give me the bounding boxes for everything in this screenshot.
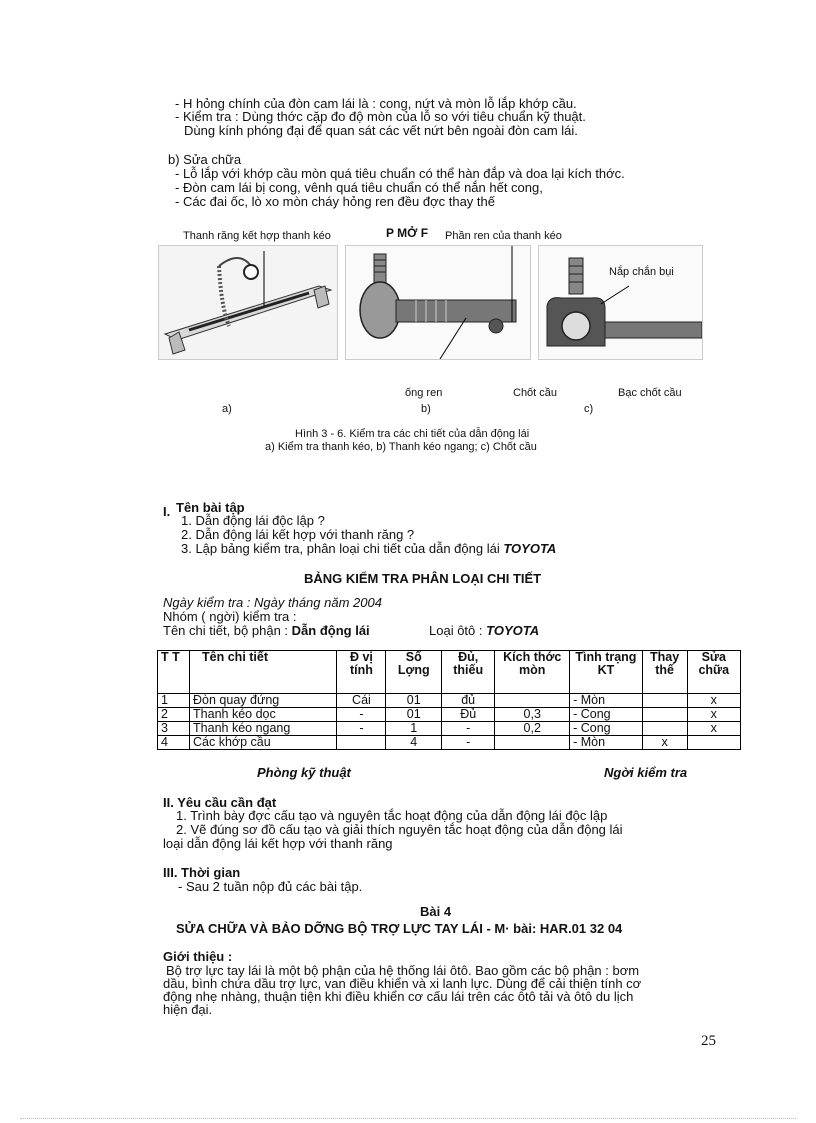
form-car-value: TOYOTA bbox=[486, 623, 540, 638]
exercise-item-text: 3. Lập bảng kiểm tra, phân loại chi tiết của dẫn động lái bbox=[181, 541, 500, 556]
fig-label-thread: Phần ren của thanh kéo bbox=[445, 230, 562, 242]
header-qty: Số Lợng bbox=[386, 651, 442, 694]
fault-line: - H hỏng chính của đòn cam lái là : cong, nứt và mòn lỗ lắp khớp cầu. bbox=[175, 96, 577, 111]
page-number: 25 bbox=[701, 1033, 716, 1049]
intro-heading: Giới thiệu : bbox=[163, 949, 233, 964]
lesson-code: - M· bài: HAR.01 32 04 bbox=[486, 921, 623, 936]
figure-b-image bbox=[345, 245, 531, 360]
header-unit: Đ vị tính bbox=[337, 651, 386, 694]
cell: đủ bbox=[442, 694, 495, 708]
fig-label-bush: Bạc chốt cầu bbox=[618, 387, 682, 399]
cell bbox=[642, 694, 687, 708]
cell: - Mòn bbox=[570, 736, 643, 750]
requirements-line: 1. Trình bày đợc cấu tạo và nguyên tắc hoạt động của dẫn động lái độc lập bbox=[176, 808, 608, 823]
table-row bbox=[158, 694, 741, 708]
form-date: Ngày kiểm tra : Ngày tháng năm 2004 bbox=[163, 595, 382, 610]
header-condition: Tình trạng KT bbox=[570, 651, 643, 694]
cell: 01 bbox=[386, 694, 442, 708]
intro-line: hiện đại. bbox=[163, 1002, 213, 1017]
cell: - Mòn bbox=[570, 694, 643, 708]
table-title: BẢNG KIỂM TRA PHÂN LOẠI CHI TIẾT bbox=[304, 571, 542, 586]
fig-label-overlay: P MỞ F bbox=[386, 226, 429, 240]
exercise-item: 2. Dẫn động lái kết hợp với thanh răng ? bbox=[181, 527, 415, 542]
requirements-heading: II. Yêu cầu cần đạt bbox=[163, 795, 277, 810]
lesson-number: Bài 4 bbox=[420, 904, 452, 919]
time-heading: III. Thời gian bbox=[163, 865, 241, 880]
cell: Thanh kéo dọc bbox=[190, 708, 337, 722]
table-row bbox=[158, 708, 741, 722]
header-repair: Sửa chữa bbox=[687, 651, 740, 694]
table-row bbox=[158, 736, 741, 750]
fig-label-rack: Thanh răng kết hợp thanh kéo bbox=[183, 230, 331, 242]
lesson-title: SỬA CHỮA VÀ BẢO DỠNG BỘ TRỢ LỰC TAY LÁI bbox=[176, 921, 483, 936]
exercise-heading-prefix: I. bbox=[163, 504, 171, 519]
cell: - bbox=[442, 722, 495, 736]
repair-item: - Lỗ lắp với khớp cầu mòn quá tiêu chuẩn có thể hàn đắp và doa lại kích thớc. bbox=[175, 166, 625, 181]
fig-sublabel-c: c) bbox=[584, 403, 594, 415]
cell: - bbox=[337, 722, 386, 736]
cell bbox=[642, 722, 687, 736]
intro-line: Bộ trợ lực tay lái là một bộ phận của hệ thống lái ôtô. Bao gồm các bộ phận : bơm bbox=[166, 963, 640, 978]
cell: x bbox=[642, 736, 687, 750]
fig-label-pin: Chốt cầu bbox=[513, 387, 558, 399]
cell: 1 bbox=[158, 694, 190, 708]
exercise-heading: Tên bài tập bbox=[176, 500, 245, 515]
cell: 4 bbox=[158, 736, 190, 750]
figure-c-image bbox=[538, 245, 703, 360]
table-row bbox=[158, 722, 741, 736]
cell bbox=[687, 736, 740, 750]
form-part-label: Tên chi tiết, bộ phận : bbox=[163, 623, 289, 638]
fig-sublabel-b: b) bbox=[421, 403, 431, 415]
cell: 0,2 bbox=[495, 722, 570, 736]
cell: x bbox=[687, 708, 740, 722]
fig-label-tube: ống ren bbox=[405, 387, 443, 399]
cell: Các khớp cầu bbox=[190, 736, 337, 750]
figure-caption: Hình 3 - 6. Kiểm tra các chi tiết của dẫn động lái bbox=[295, 428, 530, 440]
tie-rod-gauge-illustration bbox=[159, 246, 337, 359]
form-car-label: Loại ôtô : bbox=[429, 623, 483, 638]
inspection-line: - Kiểm tra : Dùng thớc cặp đo độ mòn của lỗ so với tiêu chuẩn kỹ thuật. bbox=[175, 109, 586, 124]
lesson-title-line bbox=[176, 922, 622, 936]
signature-left: Phòng kỹ thuật bbox=[257, 765, 351, 780]
repair-heading: b) Sửa chữa bbox=[168, 152, 242, 167]
cell: x bbox=[687, 722, 740, 736]
cell bbox=[642, 708, 687, 722]
exercise-brand: TOYOTA bbox=[503, 541, 557, 556]
cell: 2 bbox=[158, 708, 190, 722]
cell: 0,3 bbox=[495, 708, 570, 722]
form-part-line bbox=[163, 624, 370, 638]
requirements-line: loại dẫn động lái kết hợp với thanh răng bbox=[163, 836, 393, 851]
exercise-item: 1. Dẫn động lái độc lập ? bbox=[181, 513, 325, 528]
cell: - Cong bbox=[570, 722, 643, 736]
requirements-line: 2. Vẽ đúng sơ đồ cấu tạo và giải thích nguyên tắc hoạt động của dẫn động lái bbox=[176, 822, 623, 837]
table-header-row bbox=[158, 651, 741, 694]
tie-rod-end-illustration bbox=[346, 246, 530, 359]
cell: 01 bbox=[386, 708, 442, 722]
fig-label-cover: Nắp chắn bụi bbox=[609, 266, 674, 278]
cell bbox=[337, 736, 386, 750]
cell: - bbox=[442, 736, 495, 750]
header-tt: T T bbox=[158, 651, 190, 694]
time-line: - Sau 2 tuần nộp đủ các bài tập. bbox=[178, 879, 363, 894]
header-replace: Thay thế bbox=[642, 651, 687, 694]
ball-joint-illustration bbox=[539, 246, 702, 359]
cell: 3 bbox=[158, 722, 190, 736]
inspection-table bbox=[157, 650, 741, 750]
cell: Cái bbox=[337, 694, 386, 708]
intro-line: dầu, bình chứa dầu trợ lực, van điều khiển và xi lanh lực. Dùng để cải thiện tính cơ bbox=[163, 976, 642, 991]
intro-line: động nhẹ nhàng, thuận tiện khi điều khiển cơ cấu lái trên các ôtô tải và ôtô du lịch bbox=[163, 989, 634, 1004]
figure-caption-sub: a) Kiểm tra thanh kéo, b) Thanh kéo ngang; c) Chốt cầu bbox=[265, 441, 537, 453]
footer-rule bbox=[20, 1118, 796, 1119]
form-part-value: Dẫn động lái bbox=[291, 623, 370, 638]
cell bbox=[495, 736, 570, 750]
repair-item: - Các đai ốc, lò xo mòn cháy hỏng ren đều đợc thay thế bbox=[175, 194, 495, 209]
repair-item: - Đòn cam lái bị cong, vênh quá tiêu chuẩn có thể nắn hết cong, bbox=[175, 180, 543, 195]
form-group: Nhóm ( ngời) kiểm tra : bbox=[163, 609, 297, 624]
header-wear: Kích thớc mòn bbox=[495, 651, 570, 694]
signature-right: Ngời kiểm tra bbox=[604, 765, 688, 780]
header-sufficient: Đủ, thiếu bbox=[442, 651, 495, 694]
form-car-line bbox=[429, 624, 539, 638]
header-name: Tên chi tiết bbox=[190, 651, 337, 694]
cell: Thanh kéo ngang bbox=[190, 722, 337, 736]
exercise-item bbox=[181, 542, 556, 556]
inspection-line-2: Dùng kính phóng đại để quan sát các vết nứt bên ngoài đòn cam lái. bbox=[184, 123, 578, 138]
cell: 4 bbox=[386, 736, 442, 750]
cell: 1 bbox=[386, 722, 442, 736]
cell: Đủ bbox=[442, 708, 495, 722]
figure-a-image bbox=[158, 245, 338, 360]
cell: x bbox=[687, 694, 740, 708]
fig-sublabel-a: a) bbox=[222, 403, 232, 415]
cell: Đòn quay đứng bbox=[190, 694, 337, 708]
cell: - bbox=[337, 708, 386, 722]
cell bbox=[495, 694, 570, 708]
cell: - Cong bbox=[570, 708, 643, 722]
